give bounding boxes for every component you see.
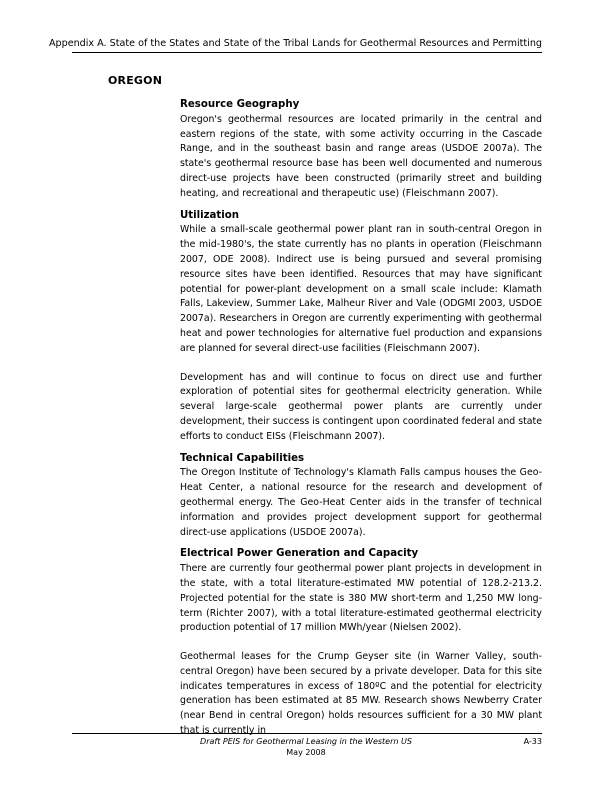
header-divider: [72, 52, 542, 53]
paragraph-utilization-2: Development has and will continue to focus on direct use and further exploration of potential sites for geothermal electricity generation. While several large-scale geothermal power plants are currently under development, their success is contingent upon coordinated federal and state efforts to conduct EISs (Fleischmann 2007).: [180, 371, 542, 442]
paragraph-technical-capabilities: The Oregon Institute of Technology's Klamath Falls campus houses the Geo-Heat Center, a national resource for the research and development of geothermal energy. The Geo-Heat Center aids in the transfer of technical information and provides project development support for geothermal direct-use applications (USDOE 2007a).: [180, 467, 542, 538]
section-title: OREGON: [108, 74, 163, 87]
running-header: Appendix A. State of the States and State of the Tribal Lands for Geothermal Resources and Permitting: [48, 38, 542, 49]
page-number: A-33: [523, 737, 542, 746]
footer-document-title: Draft PEIS for Geothermal Leasing in the Western US: [200, 737, 412, 746]
paragraph-utilization-1: While a small-scale geothermal power plant ran in south-central Oregon in the mid-1980's, the state currently has no plants in operation (Fleischmann 2007, ODE 2008). Indirect use is being pursued and several promising resource sites have been identified. Resources that may have significant potential for power-plant development on a small scale include: Klamath Falls, Lakeview, Summer Lake, Malheur River and Vale (ODGMI 2003, USDOE 2007a). Researchers in Oregon are currently experimenting with geothermal heat and power technologies for alternative fuel production and expansions are planned for several direct-use facilities (Fleischmann 2007).: [180, 224, 542, 354]
heading-electrical-power: Electrical Power Generation and Capacity: [180, 548, 419, 560]
heading-utilization: Utilization: [180, 209, 240, 221]
footer-divider: [72, 733, 542, 734]
paragraph-resource-geography: Oregon's geothermal resources are located primarily in the central and eastern regions of the state, with some activity occurring in the Cascade Range, and in the southeast basin and range areas (USDOE 2007a). The state's geothermal resource base has been well documented and numerous direct-use projects have been constructed (primarily street and building heating, and recreational and therapeutic use) (Fleischmann 2007).: [180, 113, 542, 199]
paragraph-electrical-power-1: There are currently four geothermal power plant projects in development in the state, with a total literature-estimated MW potential of 128.2-213.2. Projected potential for the state is 380 MW short-term and 1,250 MW long-term (Richter 2007), with a total literature-estimated geothermal electricity production potential of 17 million MWh/year (Nielsen 2002).: [180, 563, 542, 634]
heading-resource-geography: Resource Geography: [180, 99, 300, 110]
main-content: [180, 98, 542, 739]
paragraph-electrical-power-2: Geothermal leases for the Crump Geyser site (in Warner Valley, south-central Oregon) have been secured by a private developer. Data for this site indicates temperatures in excess of 180ºC and the potential for electricity generation has been estimated at 85 MW. Research shows Newberry Crater (near Bend in central Oregon) holds resources sufficient for a 30 MW plant that is currently in: [180, 651, 542, 737]
footer-date: May 2008: [286, 748, 326, 757]
heading-technical-capabilities: Technical Capabilities: [180, 452, 305, 464]
